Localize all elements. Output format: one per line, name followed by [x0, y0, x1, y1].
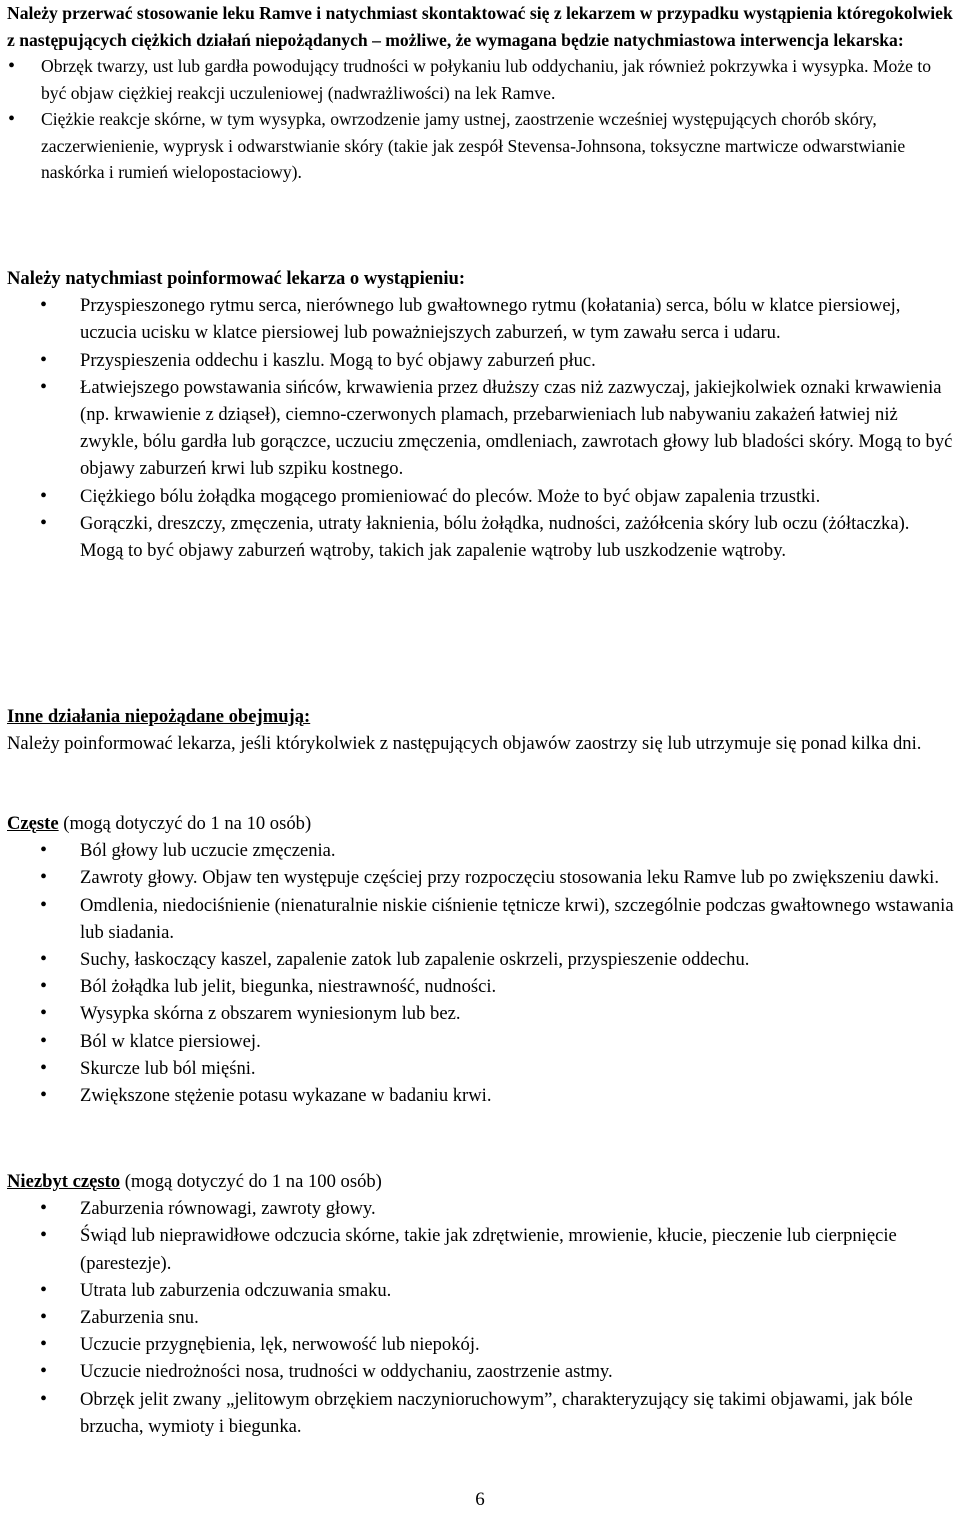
bullet-icon — [40, 1304, 47, 1331]
bullet-icon — [40, 374, 47, 401]
other-effects-section — [7, 703, 957, 757]
list-item: • Przyspieszenia oddechu i kaszlu. Mogą to być objawy zaburzeń płuc. — [7, 347, 957, 374]
bullet-icon — [40, 1000, 47, 1027]
list-item: • Wysypka skórna z obszarem wyniesionym lub bez. — [7, 1000, 957, 1027]
list-item: • Zwiększone stężenie potasu wykazane w badaniu krwi. — [7, 1082, 957, 1109]
list-item: • Zawroty głowy. Objaw ten występuje częściej przy rozpoczęciu stosowania leku Ramve lub po zwiększeniu dawki. — [7, 864, 957, 891]
list-item: • Ból głowy lub uczucie zmęczenia. — [7, 837, 957, 864]
bullet-icon — [40, 1331, 47, 1358]
bullet-icon — [40, 946, 47, 973]
frequency-heading — [7, 810, 957, 837]
list-item: • Ból w klatce piersiowej. — [7, 1028, 957, 1055]
inform-doctor-section — [7, 265, 957, 564]
list-item: • Zaburzenia równowagi, zawroty głowy. — [7, 1195, 957, 1222]
list-item: • Suchy, łaskoczący kaszel, zapalenie zatok lub zapalenie oskrzeli, przyspieszenie oddechu. — [7, 946, 957, 973]
list-item: • Ból żołądka lub jelit, biegunka, niestrawność, nudności. — [7, 973, 957, 1000]
bullet-icon — [40, 1358, 47, 1385]
bullet-icon — [40, 864, 47, 891]
list-item: • Obrzęk jelit zwany „jelitowym obrzękiem naczynioruchowym”, charakteryzujący się takimi objawami, jak bóle brzucha, wymioty i biegunka. — [7, 1386, 957, 1440]
warning-intro: Należy przerwać stosowanie leku Ramve i natychmiast skontaktować się z lekarzem w przypadku wystąpienia któregokolwiek z następujących ciężkich działań niepożądanych – możliwe, że wymagana będzie natychmiastowa interwencja lekarska: — [7, 3, 953, 50]
list-item: • Ciężkie reakcje skórne, w tym wysypka, owrzodzenie jamy ustnej, zaostrzenie wcześniej występujących chorób skóry, zaczerwienienie, wyprysk i odwarstwianie skóry (takie jak zespół Stevensa-Johnsona, toksyczne martwicze odwarstwianie naskórka i rumień wielopostaciowy). — [7, 106, 955, 186]
uncommon-list — [7, 1195, 957, 1440]
bullet-icon — [40, 1028, 47, 1055]
list-item: • Łatwiejszego powstawania sińców, krwawienia przez dłuższy czas niż zazwyczaj, jakiejkolwiek oznaki krwawienia (np. krwawienie z dziąseł), ciemno-czerwonych plamach, przebarwieniach lub nabywaniu zakażeń łatwiej niż zwykle, bólu gardła lub gorączce, uczuciu zmęczenia, omdleniach, zawrotach głowy lub bladości skóry. Mogą to być objawy zaburzeń krwi lub szpiku kostnego. — [7, 374, 957, 483]
list-item: • Ciężkiego bólu żołądka mogącego promieniować do pleców. Może to być objaw zapalenia trzustki. — [7, 483, 957, 510]
common-section — [7, 810, 957, 1109]
list-item: • Uczucie niedrożności nosa, trudności w oddychaniu, zaostrzenie astmy. — [7, 1358, 957, 1385]
section-heading: Należy natychmiast poinformować lekarza o wystąpieniu: — [7, 268, 466, 289]
uncommon-section — [7, 1168, 957, 1440]
list-item: • Zaburzenia snu. — [7, 1304, 957, 1331]
bullet-icon — [8, 106, 18, 133]
bullet-icon — [40, 973, 47, 1000]
frequency-note: (mogą dotyczyć do 1 na 10 osób) — [58, 813, 312, 834]
frequency-heading — [7, 1168, 957, 1195]
list-item: • Utrata lub zaburzenia odczuwania smaku. — [7, 1277, 957, 1304]
list-item: • Skurcze lub ból mięśni. — [7, 1055, 957, 1082]
bullet-icon — [40, 1222, 47, 1249]
list-item: • Uczucie przygnębienia, lęk, nerwowość lub niepokój. — [7, 1331, 957, 1358]
list-item: • Przyspieszonego rytmu serca, nierównego lub gwałtownego rytmu (kołatania) serca, bólu w klatce piersiowej, uczucia ucisku w klatce piersiowej lub poważniejszych zaburzeń, w tym zawału serca i udaru. — [7, 292, 957, 346]
list-item: • Gorączki, dreszczy, zmęczenia, utraty łaknienia, bólu żołądka, nudności, zażółcenia skóry lub oczu (żółtaczka). Mogą to być objawy zaburzeń wątroby, takich jak zapalenie wątroby lub uszkodzenie wątroby. — [7, 510, 957, 564]
bullet-icon — [40, 483, 47, 510]
list-item: • Świąd lub nieprawidłowe odczucia skórne, takie jak zdrętwienie, mrowienie, kłucie, pieczenie lub cierpnięcie (parestezje). — [7, 1222, 957, 1276]
bullet-icon — [40, 1082, 47, 1109]
bullet-icon — [40, 347, 47, 374]
frequency-label: Niezbyt często — [7, 1171, 121, 1192]
common-list — [7, 837, 957, 1109]
bullet-icon — [40, 1055, 47, 1082]
page-number: 6 — [475, 1489, 485, 1510]
bullet-icon — [40, 1277, 47, 1304]
bullet-icon — [40, 292, 47, 319]
warning-list — [7, 53, 955, 186]
bullet-icon — [40, 837, 47, 864]
inform-list — [7, 292, 957, 564]
bullet-icon — [8, 53, 18, 80]
frequency-label: Częste — [7, 813, 59, 834]
bullet-icon — [40, 1386, 47, 1413]
frequency-note: (mogą dotyczyć do 1 na 100 osób) — [120, 1171, 382, 1192]
list-item: • Omdlenia, niedociśnienie (nienaturalnie niskie ciśnienie tętnicze krwi), szczególnie podczas gwałtownego wstawania lub siadania. — [7, 892, 957, 946]
severe-warning-section — [7, 0, 955, 186]
list-item: • Obrzęk twarzy, ust lub gardła powodujący trudności w połykaniu lub oddychaniu, jak również pokrzywka i wysypka. Może to być objaw ciężkiej reakcji uczuleniowej (nadwrażliwości) na lek Ramve. — [7, 53, 955, 106]
section-heading: Inne działania niepożądane obejmują: — [7, 706, 311, 727]
bullet-icon — [40, 1195, 47, 1222]
bullet-icon — [40, 510, 47, 537]
other-effects-text: Należy poinformować lekarza, jeśli którykolwiek z następujących objawów zaostrzy się lub utrzymuje się ponad kilka dni. — [7, 733, 922, 755]
bullet-icon — [40, 892, 47, 919]
